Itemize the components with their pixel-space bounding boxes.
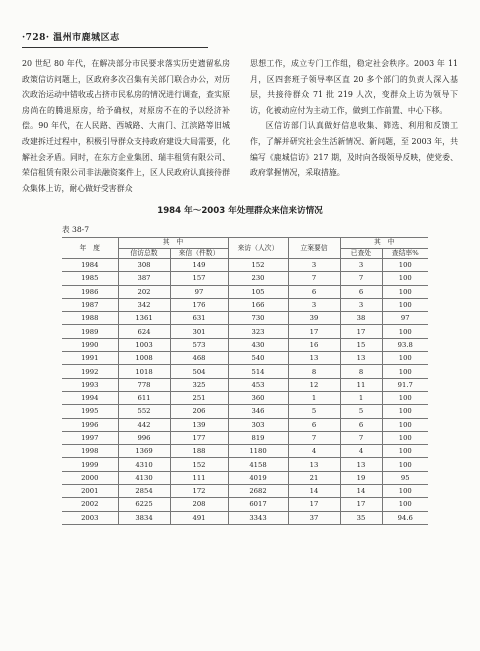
- table-row: [62, 418, 428, 431]
- cell-total: 1369: [118, 445, 170, 458]
- cell-year: 1998: [62, 445, 118, 458]
- cell-handled: 3: [340, 259, 382, 272]
- table-row: [62, 445, 428, 458]
- table-row: [62, 511, 428, 524]
- cell-year: 2003: [62, 511, 118, 524]
- cell-filed: 6: [288, 418, 340, 431]
- header-total: 信访总数: [118, 248, 170, 259]
- cell-total: 3834: [118, 511, 170, 524]
- cell-handled: 7: [340, 272, 382, 285]
- cell-filed: 1: [288, 391, 340, 404]
- cell-visits: 430: [228, 338, 288, 351]
- cell-visits: 303: [228, 418, 288, 431]
- cell-filed: 6: [288, 285, 340, 298]
- cell-total: 2854: [118, 485, 170, 498]
- cell-filed: 17: [288, 498, 340, 511]
- cell-filed: 37: [288, 511, 340, 524]
- table-row: [62, 312, 428, 325]
- cell-handled: 13: [340, 352, 382, 365]
- cell-year: 1999: [62, 458, 118, 471]
- cell-rate: 100: [382, 405, 428, 418]
- cell-filed: 4: [288, 445, 340, 458]
- cell-filed: 14: [288, 485, 340, 498]
- cell-visits: 152: [228, 259, 288, 272]
- cell-visits: 166: [228, 298, 288, 311]
- cell-rate: 100: [382, 431, 428, 444]
- cell-total: 1008: [118, 352, 170, 365]
- right-paragraph-2: 区信访部门认真做好信息收集、筛选、利用和反馈工作，了解并研究社会生活新情况、新问题，至 2003 年，共编写《鹿城信访》217 期，及时向各级领导反映，使党委、政府掌握情况，采取措施。: [250, 121, 458, 178]
- cell-visits: 3343: [228, 511, 288, 524]
- cell-total: 1003: [118, 338, 170, 351]
- header-group1: 其 中: [118, 238, 228, 249]
- header-letters: 来信（件数）: [170, 248, 228, 259]
- right-paragraph-1: 思想工作，成立专门工作组，稳定社会秩序。2003 年 11 月，区四套班子领导率区直 20 多个部门的负责人深入基层，共接待群众 71 批 219 人次，变群众上访为领导下访，化被动应付为主动工作，做到工作前置、中心下移。: [250, 59, 458, 115]
- cell-year: 1991: [62, 352, 118, 365]
- cell-year: 1994: [62, 391, 118, 404]
- left-column: [22, 56, 230, 196]
- cell-rate: 100: [382, 485, 428, 498]
- cell-rate: 100: [382, 272, 428, 285]
- table-row: [62, 405, 428, 418]
- cell-visits: 819: [228, 431, 288, 444]
- cell-rate: 91.7: [382, 378, 428, 391]
- cell-total: 6225: [118, 498, 170, 511]
- header-rate: 查结率%: [382, 248, 428, 259]
- cell-rate: 100: [382, 458, 428, 471]
- cell-filed: 39: [288, 312, 340, 325]
- header-letters-flag: 立案要信: [288, 238, 340, 259]
- cell-year: 1995: [62, 405, 118, 418]
- cell-filed: 13: [288, 352, 340, 365]
- cell-handled: 1: [340, 391, 382, 404]
- cell-handled: 5: [340, 405, 382, 418]
- cell-letters: 208: [170, 498, 228, 511]
- cell-total: 442: [118, 418, 170, 431]
- table-row: [62, 338, 428, 351]
- cell-letters: 177: [170, 431, 228, 444]
- cell-rate: 100: [382, 352, 428, 365]
- cell-year: 1984: [62, 259, 118, 272]
- table-row: [62, 458, 428, 471]
- table-row: [62, 471, 428, 484]
- cell-visits: 730: [228, 312, 288, 325]
- cell-rate: 100: [382, 498, 428, 511]
- cell-letters: 139: [170, 418, 228, 431]
- cell-letters: 176: [170, 298, 228, 311]
- cell-letters: 152: [170, 458, 228, 471]
- cell-year: 1989: [62, 325, 118, 338]
- cell-rate: 100: [382, 445, 428, 458]
- table-row: [62, 365, 428, 378]
- table-row: [62, 431, 428, 444]
- cell-rate: 100: [382, 259, 428, 272]
- cell-total: 778: [118, 378, 170, 391]
- cell-rate: 100: [382, 298, 428, 311]
- cell-letters: 251: [170, 391, 228, 404]
- cell-rate: 95: [382, 471, 428, 484]
- cell-visits: 6017: [228, 498, 288, 511]
- right-column: [250, 56, 458, 181]
- cell-total: 552: [118, 405, 170, 418]
- table-row: [62, 298, 428, 311]
- page-header: ·728· 温州市鹿城区志: [22, 30, 208, 48]
- cell-letters: 468: [170, 352, 228, 365]
- cell-rate: 97: [382, 312, 428, 325]
- table-row: [62, 352, 428, 365]
- cell-year: 1997: [62, 431, 118, 444]
- cell-handled: 19: [340, 471, 382, 484]
- cell-rate: 100: [382, 391, 428, 404]
- cell-total: 1361: [118, 312, 170, 325]
- cell-filed: 16: [288, 338, 340, 351]
- cell-visits: 230: [228, 272, 288, 285]
- cell-total: 4310: [118, 458, 170, 471]
- cell-handled: 6: [340, 418, 382, 431]
- cell-year: 2000: [62, 471, 118, 484]
- cell-filed: 5: [288, 405, 340, 418]
- cell-filed: 13: [288, 458, 340, 471]
- cell-year: 1992: [62, 365, 118, 378]
- cell-year: 1993: [62, 378, 118, 391]
- cell-visits: 540: [228, 352, 288, 365]
- cell-total: 1018: [118, 365, 170, 378]
- cell-handled: 35: [340, 511, 382, 524]
- cell-handled: 14: [340, 485, 382, 498]
- cell-year: 1996: [62, 418, 118, 431]
- cell-letters: 491: [170, 511, 228, 524]
- cell-visits: 105: [228, 285, 288, 298]
- header-year: 年 度: [62, 238, 118, 259]
- cell-rate: 100: [382, 365, 428, 378]
- cell-visits: 514: [228, 365, 288, 378]
- cell-filed: 7: [288, 431, 340, 444]
- table-row: [62, 259, 428, 272]
- cell-year: 1987: [62, 298, 118, 311]
- cell-total: 308: [118, 259, 170, 272]
- cell-filed: 3: [288, 259, 340, 272]
- cell-filed: 7: [288, 272, 340, 285]
- cell-handled: 11: [340, 378, 382, 391]
- table-row: [62, 498, 428, 511]
- cell-year: 2001: [62, 485, 118, 498]
- cell-letters: 325: [170, 378, 228, 391]
- cell-letters: 631: [170, 312, 228, 325]
- cell-total: 387: [118, 272, 170, 285]
- cell-total: 996: [118, 431, 170, 444]
- cell-handled: 38: [340, 312, 382, 325]
- cell-visits: 346: [228, 405, 288, 418]
- table-row: [62, 378, 428, 391]
- cell-handled: 17: [340, 325, 382, 338]
- header-group2: 其 中: [340, 238, 428, 249]
- table-row: [62, 485, 428, 498]
- cell-visits: 4158: [228, 458, 288, 471]
- cell-handled: 8: [340, 365, 382, 378]
- cell-filed: 12: [288, 378, 340, 391]
- cell-rate: 100: [382, 285, 428, 298]
- cell-year: 1986: [62, 285, 118, 298]
- cell-letters: 172: [170, 485, 228, 498]
- cell-handled: 7: [340, 431, 382, 444]
- cell-filed: 21: [288, 471, 340, 484]
- cell-visits: 2682: [228, 485, 288, 498]
- cell-handled: 15: [340, 338, 382, 351]
- cell-letters: 97: [170, 285, 228, 298]
- cell-handled: 13: [340, 458, 382, 471]
- cell-total: 342: [118, 298, 170, 311]
- cell-rate: 100: [382, 325, 428, 338]
- cell-visits: 360: [228, 391, 288, 404]
- cell-filed: 3: [288, 298, 340, 311]
- left-paragraph-1: 20 世纪 80 年代，在解决部分市民要求落实历史遗留私房政策信访问题上，区政府多次召集有关部门联合办公，对历次政治运动中错收或占挤市民私房的情况进行调查，查实原房尚在的腾退原房，给予确权，对原房不在的予以经济补偿。90 年代，在人民路、西城路、大南门、江滨路等旧城改建拆迁过程中，积极引导群众支持政府建设大局需要，化解社会矛盾。同时，在东方企业集团、瑞丰租赁有限公司、荣信租赁有限公司非法融资案件上，区人民政府认真接待群众集体上访，耐心做好受害群众: [22, 59, 230, 193]
- cell-letters: 573: [170, 338, 228, 351]
- cell-letters: 301: [170, 325, 228, 338]
- cell-handled: 3: [340, 298, 382, 311]
- cell-filed: 17: [288, 325, 340, 338]
- cell-filed: 8: [288, 365, 340, 378]
- statistics-table: [62, 237, 428, 525]
- cell-total: 202: [118, 285, 170, 298]
- cell-handled: 6: [340, 285, 382, 298]
- cell-letters: 157: [170, 272, 228, 285]
- table-label: 表 38-7: [62, 225, 90, 234]
- table-row: [62, 272, 428, 285]
- cell-handled: 4: [340, 445, 382, 458]
- header-visits: 来访（人次）: [228, 238, 288, 259]
- cell-year: 1988: [62, 312, 118, 325]
- cell-rate: 100: [382, 418, 428, 431]
- cell-visits: 453: [228, 378, 288, 391]
- table-caption: 1984 年～2003 年处理群众来信来访情况: [157, 206, 323, 216]
- cell-year: 2002: [62, 498, 118, 511]
- cell-total: 4130: [118, 471, 170, 484]
- table-row: [62, 391, 428, 404]
- cell-visits: 1180: [228, 445, 288, 458]
- table-body: [62, 259, 428, 525]
- table-row: [62, 325, 428, 338]
- cell-letters: 504: [170, 365, 228, 378]
- cell-total: 611: [118, 391, 170, 404]
- cell-visits: 4019: [228, 471, 288, 484]
- cell-rate: 93.8: [382, 338, 428, 351]
- cell-total: 624: [118, 325, 170, 338]
- cell-rate: 94.6: [382, 511, 428, 524]
- cell-visits: 323: [228, 325, 288, 338]
- cell-letters: 188: [170, 445, 228, 458]
- cell-letters: 111: [170, 471, 228, 484]
- header-handled: 已查处: [340, 248, 382, 259]
- cell-year: 1985: [62, 272, 118, 285]
- cell-year: 1990: [62, 338, 118, 351]
- cell-letters: 149: [170, 259, 228, 272]
- cell-letters: 206: [170, 405, 228, 418]
- cell-handled: 17: [340, 498, 382, 511]
- table-row: [62, 285, 428, 298]
